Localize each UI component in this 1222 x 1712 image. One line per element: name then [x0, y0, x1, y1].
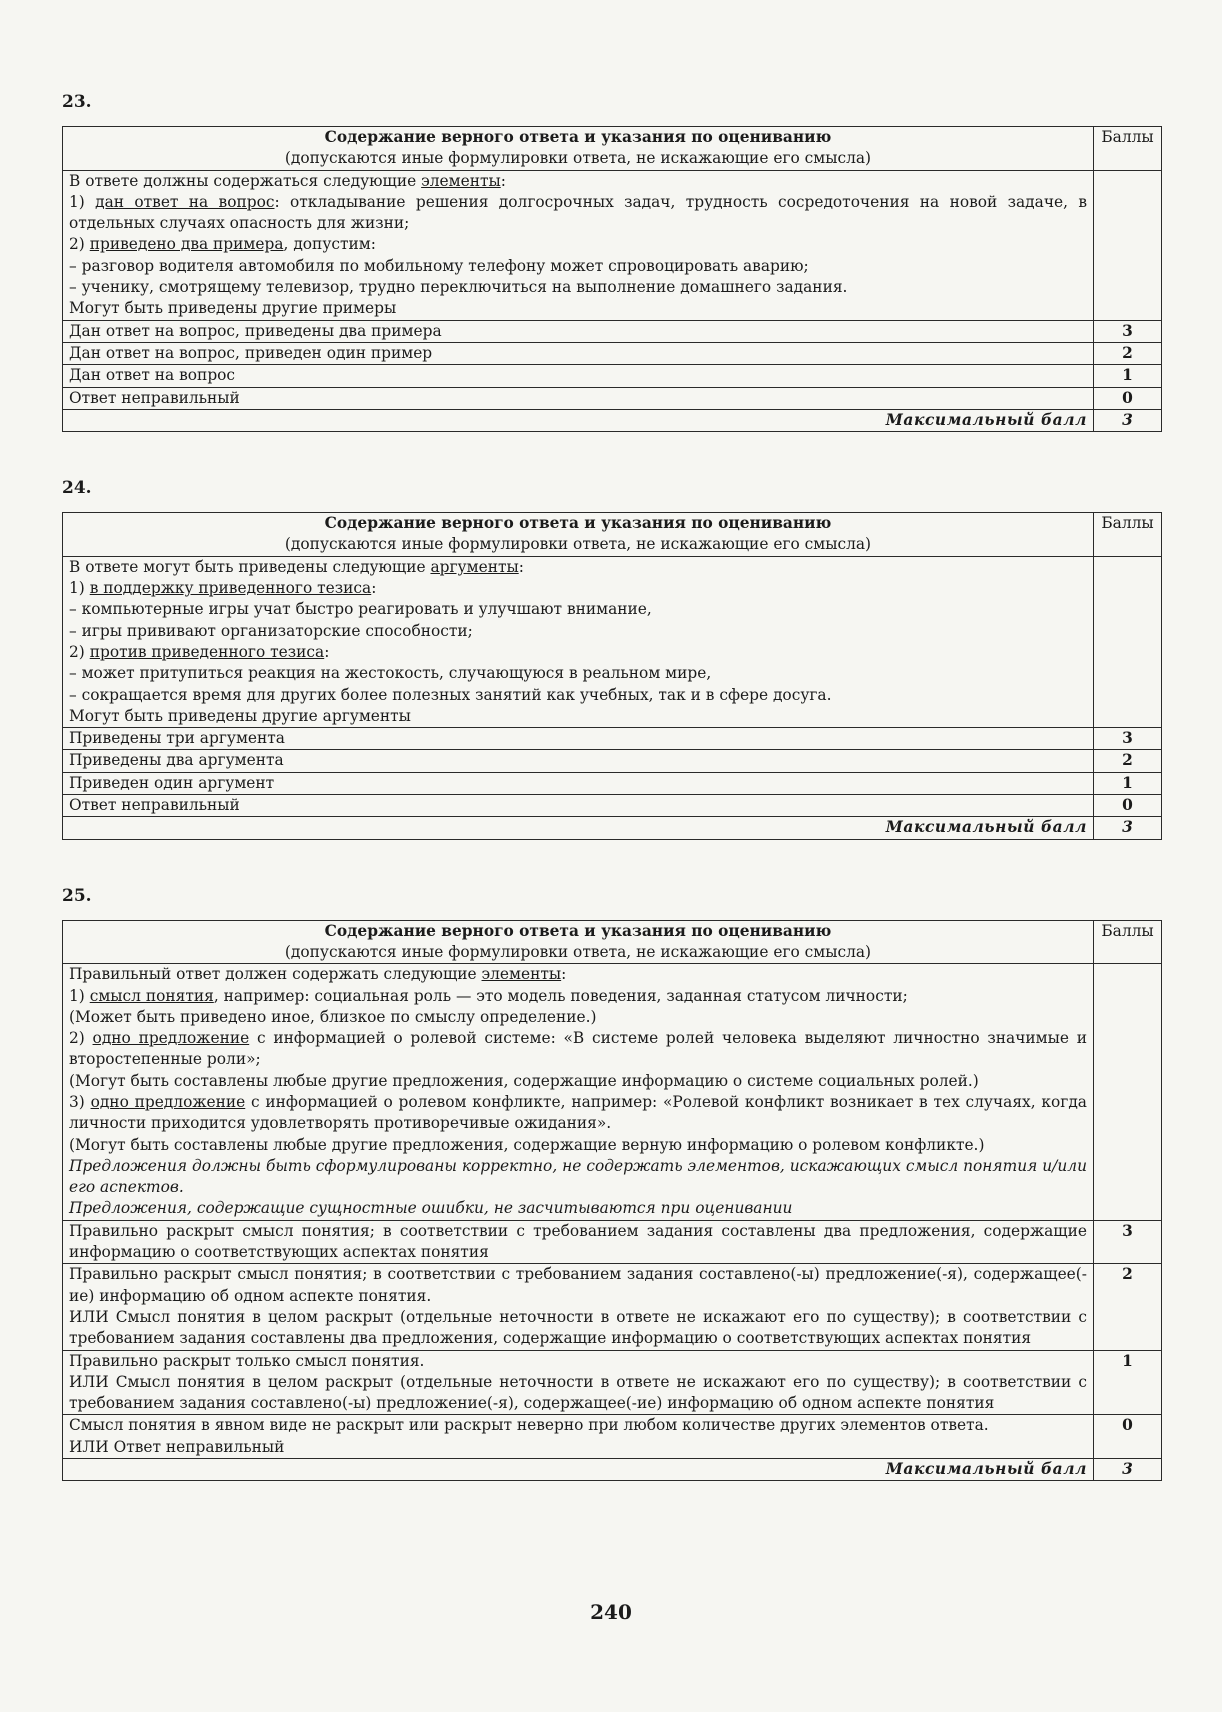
text: 1)	[69, 986, 90, 1005]
criterion-text	[63, 1350, 1094, 1415]
task-number: 25.	[62, 885, 92, 906]
header-title: Содержание верного ответа и указания по оцениванию	[324, 128, 832, 146]
criteria-table	[62, 126, 1162, 432]
criterion-score: 0	[1094, 1415, 1162, 1459]
text-line: (Могут быть составлены любые другие предложения, содержащие информацию о системе социальных ролей.)	[69, 1071, 979, 1090]
text-line: – может притупиться реакция на жестокость, случающуюся в реальном мире,	[69, 664, 712, 683]
text-line: – сокращается время для других более полезных занятий как учебных, так и в сфере досуга.	[69, 685, 832, 704]
text: :	[324, 642, 330, 661]
text-line: Смысл понятия в явном виде не раскрыт или раскрыт неверно при любом количестве других элементов ответа.	[69, 1416, 989, 1435]
underlined-text: аргументы	[430, 557, 519, 576]
max-row	[63, 409, 1162, 431]
task-25	[62, 886, 1162, 1482]
text-line: Могут быть приведены другие аргументы	[69, 706, 411, 725]
underlined-text: одно предложение	[90, 1092, 246, 1111]
criterion-row	[63, 1415, 1162, 1459]
text: 2)	[69, 642, 90, 661]
header-subtitle: (допускаются иные формулировки ответа, не искажающие его смысла)	[284, 149, 872, 168]
max-row	[63, 817, 1162, 839]
task-number: 23.	[62, 92, 92, 112]
text-line: Правильно раскрыт смысл понятия; в соответствии с требованием задания составлено(-ы) предложение(-я), содержащее(-ие) информацию об одном аспекте понятия.	[69, 1265, 1087, 1305]
answer-content	[63, 556, 1094, 727]
header-title: Содержание верного ответа и указания по оцениванию	[324, 514, 832, 533]
criterion-score: 2	[1094, 1264, 1162, 1350]
criterion-text: Ответ неправильный	[63, 795, 1094, 817]
task-23	[62, 92, 1162, 432]
text-line: (Может быть приведено иное, близкое по смыслу определение.)	[69, 1007, 597, 1026]
empty-score-cell	[1094, 964, 1162, 1221]
header-row	[63, 127, 1162, 171]
criterion-score: 0	[1094, 795, 1162, 817]
header-subtitle: (допускаются иные формулировки ответа, не искажающие его смысла)	[284, 535, 872, 554]
header-row	[63, 513, 1162, 557]
score-header: Баллы	[1094, 127, 1162, 171]
criterion-row	[63, 1220, 1162, 1264]
task-number: 24.	[62, 478, 92, 499]
criterion-text: Ответ неправильный	[63, 387, 1094, 409]
underlined-text: одно предложение	[92, 1029, 250, 1048]
text-line: Правильно раскрыт смысл понятия; в соответствии с требованием задания составлены два предложения, содержащие информацию о соответствующих аспектах понятия	[69, 1221, 1087, 1262]
max-label: Максимальный балл	[63, 817, 1094, 839]
max-row	[63, 1459, 1162, 1481]
criterion-row	[63, 772, 1162, 794]
underlined-text: против приведенного тезиса	[89, 642, 325, 661]
text-line: – компьютерные игры учат быстро реагировать и улучшают внимание,	[69, 600, 652, 619]
criterion-score: 2	[1094, 342, 1162, 364]
criterion-score: 1	[1094, 772, 1162, 794]
text: 1)	[69, 579, 90, 598]
text: В ответе могут быть приведены следующие	[69, 557, 431, 576]
criterion-text: Дан ответ на вопрос	[63, 365, 1094, 387]
text-line: – ученику, смотрящему телевизор, трудно переключиться на выполнение домашнего задания.	[69, 278, 848, 297]
underlined-text: смысл понятия	[89, 986, 214, 1005]
underlined-text: дан ответ на вопрос	[95, 192, 275, 211]
text: :	[518, 557, 524, 576]
criteria-table	[62, 512, 1162, 839]
text: В ответе должны содержаться следующие	[69, 171, 422, 190]
task-24	[62, 478, 1162, 839]
text-line: Правильно раскрыт только смысл понятия.	[69, 1351, 425, 1370]
text-line: ИЛИ Смысл понятия в целом раскрыт (отдельные неточности в ответе не искажают его по существу); в соответствии с требованием задания составлено(-ы) предложение(-я), содержащее(-ие) информацию об одном аспекте понятия	[69, 1372, 1087, 1413]
criterion-text: Приведены три аргумента	[63, 728, 1094, 750]
text: : откладывание решения долгосрочных задач, трудность сосредоточения на новой задаче, в отдельных случаях опасность для жизни;	[69, 192, 1088, 233]
underlined-text: приведено два примера	[89, 235, 284, 254]
criterion-score: 0	[1094, 387, 1162, 409]
text: :	[371, 579, 377, 598]
text: , допустим:	[283, 235, 376, 254]
criterion-row	[63, 1264, 1162, 1350]
italic-note: Предложения должны быть сформулированы корректно, не содержать элементов, искажающих смысл понятия и/или его аспектов.	[69, 1156, 1087, 1197]
criterion-row	[63, 795, 1162, 817]
text: , например: социальная роль — это модель поведения, заданная статусом личности;	[213, 986, 908, 1005]
criterion-row	[63, 728, 1162, 750]
criterion-row	[63, 750, 1162, 772]
score-header: Баллы	[1094, 920, 1162, 964]
text: с информацией о ролевой системе: «В системе ролей человека выделяют личностно значимые и второстепенные роли»;	[69, 1029, 1087, 1069]
text: :	[500, 171, 506, 190]
text: Правильный ответ должен содержать следующие	[69, 965, 482, 984]
underlined-text: в поддержку приведенного тезиса	[89, 579, 372, 598]
criterion-score: 1	[1094, 1350, 1162, 1415]
criterion-row	[63, 342, 1162, 364]
text-line: Могут быть приведены другие примеры	[69, 299, 397, 318]
max-label: Максимальный балл	[63, 409, 1094, 431]
header-cell	[63, 127, 1094, 171]
criterion-row	[63, 320, 1162, 342]
max-score: 3	[1094, 1459, 1162, 1481]
criterion-text	[63, 1264, 1094, 1350]
page	[62, 92, 1162, 1481]
criteria-table	[62, 920, 1162, 1482]
criterion-text	[63, 1220, 1094, 1264]
answer-content	[63, 964, 1094, 1221]
criterion-score: 3	[1094, 320, 1162, 342]
italic-note: Предложения, содержащие сущностные ошибки, не засчитываются при оценивании	[69, 1199, 793, 1218]
text: :	[561, 965, 567, 984]
text: 1)	[69, 192, 96, 211]
page-number: 240	[590, 1600, 632, 1624]
text-line: ИЛИ Смысл понятия в целом раскрыт (отдельные неточности в ответе не искажают его по существу); в соответствии с требованием задания составлены два предложения, содержащие информацию о соответствующих аспектах понятия	[69, 1307, 1087, 1348]
text: 3)	[69, 1092, 91, 1111]
criterion-text: Дан ответ на вопрос, приведен один пример	[63, 342, 1094, 364]
criterion-text: Приведены два аргумента	[63, 750, 1094, 772]
content-row	[63, 556, 1162, 727]
criterion-row	[63, 387, 1162, 409]
underlined-text: элементы	[421, 171, 501, 190]
header-cell	[63, 920, 1094, 964]
criterion-text: Дан ответ на вопрос, приведены два примера	[63, 320, 1094, 342]
criterion-score: 3	[1094, 1220, 1162, 1264]
header-row	[63, 920, 1162, 964]
empty-score-cell	[1094, 170, 1162, 320]
criterion-score: 2	[1094, 750, 1162, 772]
header-subtitle: (допускаются иные формулировки ответа, не искажающие его смысла)	[284, 942, 872, 961]
underlined-text: элементы	[481, 965, 562, 984]
header-cell	[63, 513, 1094, 557]
criterion-row	[63, 1350, 1162, 1415]
max-score: 3	[1094, 817, 1162, 839]
empty-score-cell	[1094, 556, 1162, 727]
max-score: 3	[1094, 409, 1162, 431]
text-line: (Могут быть составлены любые другие предложения, содержащие верную информацию о ролевом конфликте.)	[69, 1135, 985, 1154]
header-title: Содержание верного ответа и указания по оцениванию	[324, 921, 832, 940]
criterion-row	[63, 365, 1162, 387]
criterion-text: Приведен один аргумент	[63, 772, 1094, 794]
text: 2)	[69, 235, 90, 254]
text-line: – разговор водителя автомобиля по мобильному телефону может спровоцировать аварию;	[69, 256, 809, 275]
text-line: – игры прививают организаторские способности;	[69, 621, 473, 640]
criterion-score: 1	[1094, 365, 1162, 387]
content-row	[63, 170, 1162, 320]
content-row	[63, 964, 1162, 1221]
text: 2)	[69, 1029, 93, 1048]
criterion-text	[63, 1415, 1094, 1459]
criterion-score: 3	[1094, 728, 1162, 750]
score-header: Баллы	[1094, 513, 1162, 557]
text: с информацией о ролевом конфликте, например: «Ролевой конфликт возникает в тех случаях, когда личности приходится удовлетворять противоречивые ожидания».	[69, 1092, 1087, 1133]
max-label: Максимальный балл	[63, 1459, 1094, 1481]
text-line: ИЛИ Ответ неправильный	[69, 1437, 285, 1456]
answer-content	[63, 170, 1094, 320]
